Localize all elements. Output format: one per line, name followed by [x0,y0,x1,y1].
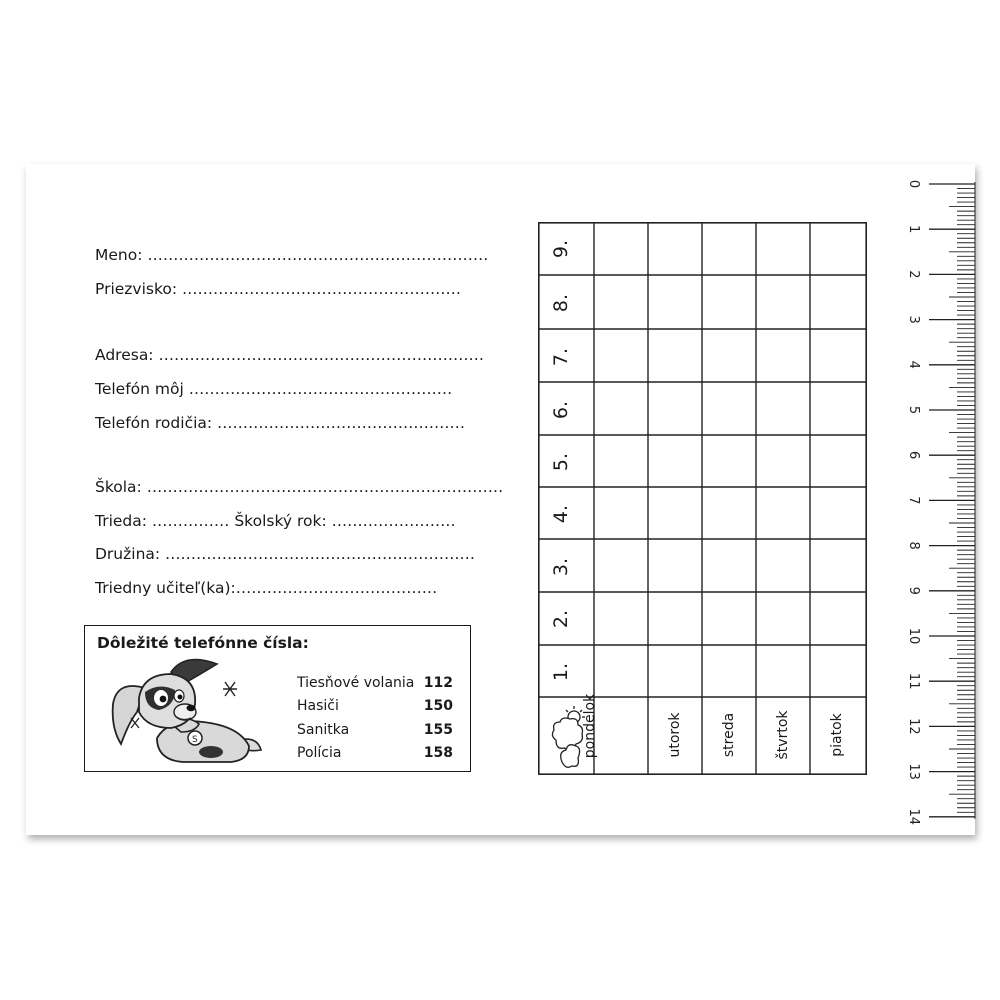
important-phones-title: Dôležité telefónne čísla: [97,634,309,652]
lesson-8: 8. [550,293,573,313]
day-thursday: štvrtok [775,710,791,760]
my-phone-field[interactable]: Telefón môj …………………………………………… [95,380,453,398]
class-year-field[interactable]: Trieda: …………… Školský rok: …………………… [95,512,456,530]
ruler-label: 3 [906,315,921,324]
important-phones-box [84,625,471,772]
ruler-label: 4 [906,360,921,369]
phone-row-firefighters: Hasiči 150 [297,698,453,714]
ruler-label: 8 [906,541,921,550]
dog-illustration [99,652,269,768]
ruler-label: 11 [906,672,921,690]
lesson-6: 6. [550,400,573,420]
address-field[interactable]: Adresa: ……………………………………………………… [95,346,484,364]
ruler-label: 2 [906,270,921,279]
school-field[interactable]: Škola: …………………………………………………………… [95,478,504,496]
lesson-7: 7. [550,347,573,367]
phone-row-emergency: Tiesňové volania 112 [297,675,453,691]
ruler-label: 5 [906,405,921,415]
ruler-label: 10 [906,627,921,645]
ruler-label: 7 [906,496,921,505]
weather-sun-cloud-icon [552,706,585,767]
lesson-3: 3. [550,557,573,577]
day-friday: piatok [829,713,845,757]
club-field[interactable]: Družina: …………………………………………………… [95,545,476,563]
ruler-label: 1 [906,225,921,234]
name-field[interactable]: Meno: ………………………………………………………… [95,246,489,264]
parent-phone-field[interactable]: Telefón rodičia: ………………………………………… [95,414,466,432]
lesson-5: 5. [550,452,573,472]
svg-text:S: S [192,735,198,745]
lesson-9: 9. [550,239,573,259]
lesson-4: 4. [550,504,573,524]
ruler-label: 9 [906,586,921,595]
ruler-scale [900,170,980,830]
ruler-label: 12 [906,718,921,735]
ruler-label: 6 [906,451,921,460]
lesson-1: 1. [550,662,573,682]
ruler-label: 13 [906,763,921,780]
ruler-label: 0 [906,179,921,189]
day-tuesday: utorok [667,712,683,758]
day-monday: pondelok [582,693,598,759]
day-wednesday: streda [721,712,737,758]
phone-row-ambulance: Sanitka 155 [297,722,453,738]
surname-field[interactable]: Priezvisko: ……………………………………………… [95,280,462,298]
ruler-label: 14 [906,808,921,826]
phone-row-police: Polícia 158 [297,745,453,761]
ruler [900,170,980,834]
lesson-2: 2. [550,609,573,629]
class-teacher-field[interactable]: Triedny učiteľ(ka):………………………………… [95,579,438,597]
